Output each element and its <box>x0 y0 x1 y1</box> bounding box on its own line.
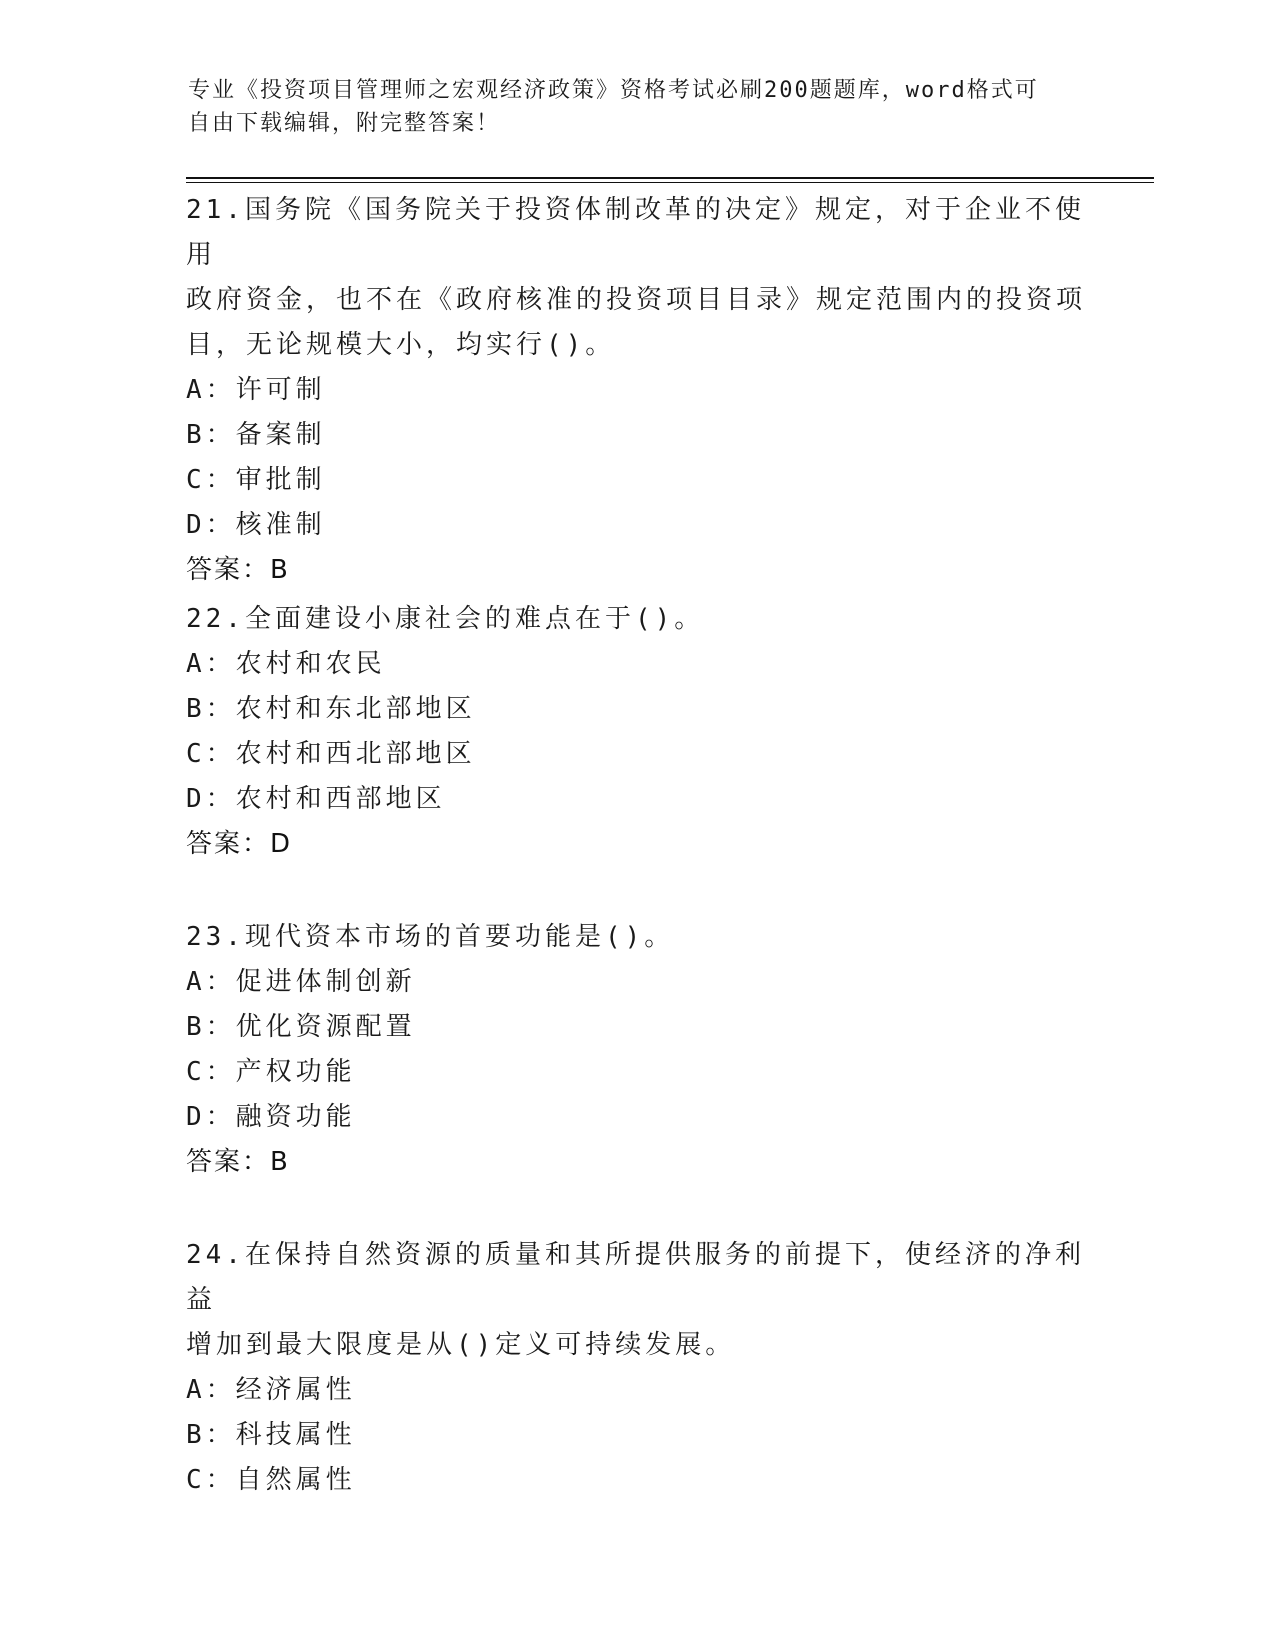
question-stem-line: 政府资金，也不在《政府核准的投资项目目录》规定范围内的投资项 <box>186 285 1087 315</box>
option-d: D：融资功能 <box>186 1102 356 1132</box>
question-stem-line: 增加到最大限度是从()定义可持续发展。 <box>186 1330 736 1360</box>
option-b: B：备案制 <box>186 420 326 450</box>
option-c: C：产权功能 <box>186 1057 356 1087</box>
option-a: A：许可制 <box>186 375 326 405</box>
option-c: C：农村和西北部地区 <box>186 739 476 769</box>
question-stem-line: 22.全面建设小康社会的难点在于()。 <box>186 604 705 634</box>
option-b: B：农村和东北部地区 <box>186 694 476 724</box>
option-c: C：自然属性 <box>186 1465 356 1495</box>
question-stem-line: 23.现代资本市场的首要功能是()。 <box>186 922 675 952</box>
option-c: C：审批制 <box>186 465 326 495</box>
option-d: D：核准制 <box>186 510 326 540</box>
answer-line: 答案：B <box>186 1147 290 1177</box>
question-23 <box>186 915 1086 1185</box>
option-b: B：科技属性 <box>186 1420 356 1450</box>
question-24 <box>186 1233 1086 1503</box>
option-a: A：促进体制创新 <box>186 967 416 997</box>
option-d: D：农村和西部地区 <box>186 784 446 814</box>
question-22 <box>186 597 1086 867</box>
question-stem-line: 21.国务院《国务院关于投资体制改革的决定》规定，对于企业不使用 <box>186 195 1085 270</box>
question-stem-line: 24.在保持自然资源的质量和其所提供服务的前提下，使经济的净利益 <box>186 1240 1085 1315</box>
header-divider <box>186 177 1154 183</box>
answer-line: 答案：D <box>186 829 293 859</box>
option-a: A：经济属性 <box>186 1375 356 1405</box>
option-a: A：农村和农民 <box>186 649 386 679</box>
page-header <box>188 74 1068 140</box>
header-line-2: 自由下载编辑，附完整答案！ <box>188 111 501 136</box>
option-b: B：优化资源配置 <box>186 1012 416 1042</box>
header-line-1: 专业《投资项目管理师之宏观经济政策》资格考试必刷200题题库，word格式可 <box>188 78 1039 103</box>
question-stem-line: 目，无论规模大小，均实行()。 <box>186 330 616 360</box>
question-21 <box>186 188 1086 593</box>
answer-line: 答案：B <box>186 555 290 585</box>
